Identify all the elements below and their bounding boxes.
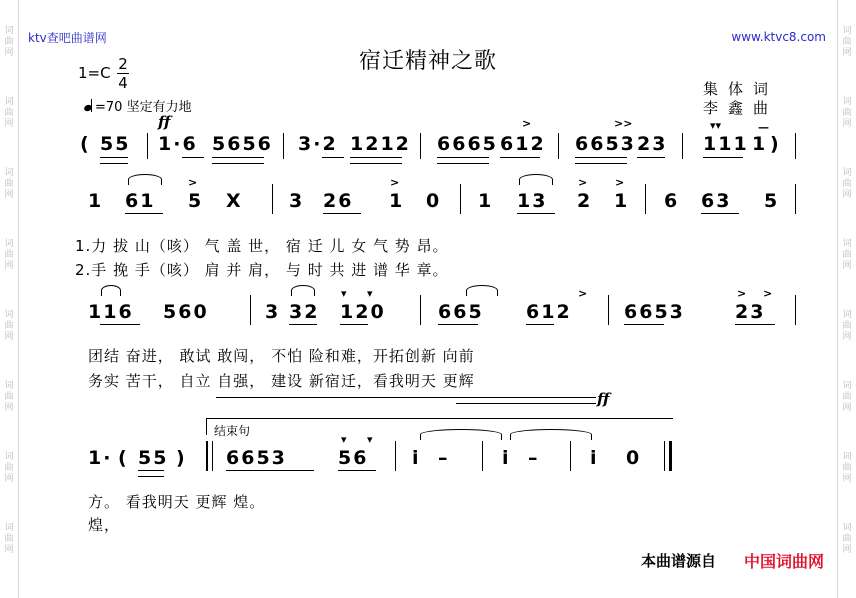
watermark-char: 曲 [842, 321, 852, 331]
note-group: 23 [637, 133, 668, 155]
underline [340, 324, 368, 326]
barline [482, 441, 483, 471]
accent-mark: ▾▾ [710, 119, 722, 132]
note-group: 1212 [350, 133, 411, 155]
lyricist: 集体词 [702, 80, 778, 98]
barline [212, 441, 213, 471]
slur [128, 174, 162, 185]
note-group: ) [770, 133, 781, 155]
note-group: 13 [517, 190, 548, 212]
note-group: 111 [703, 133, 749, 155]
lyrics-verse-2: 2.手 挽 手（咳） 肩 并 肩， 与 时 共 进 谱 华 章。 [75, 261, 449, 279]
underline [338, 470, 376, 472]
note-group: 6653 [575, 133, 636, 155]
watermark-char: 曲 [4, 463, 14, 473]
accent-mark: — [758, 121, 769, 134]
watermark-char: 网 [842, 190, 852, 200]
note-group: 6653 [226, 447, 287, 469]
underline [526, 324, 554, 326]
watermark-char: 词 [4, 310, 14, 320]
barline [395, 441, 396, 471]
barline [570, 441, 571, 471]
time-signature [117, 56, 129, 91]
time-bottom: 4 [118, 74, 128, 92]
accent-mark: > [737, 287, 747, 300]
watermark-char: 网 [842, 545, 852, 555]
underline [701, 213, 739, 215]
watermark-char: 词 [4, 381, 14, 391]
underline [624, 324, 664, 326]
watermark-char: 曲 [4, 321, 14, 331]
watermark-char: 词 [842, 310, 852, 320]
barline [795, 295, 796, 325]
watermark-char: 词 [842, 523, 852, 533]
accent-mark: > [578, 287, 588, 300]
watermark-char: 网 [842, 119, 852, 129]
barline [558, 133, 559, 159]
lyrics-verse-1: 1.力 拔 山（咳） 气 盖 世， 宿 迁 儿 女 气 势 昂。 [75, 237, 449, 255]
note-group: 1· [88, 447, 113, 469]
dynamic-ff: ff [597, 390, 610, 408]
barline [645, 184, 646, 214]
watermark-char: 曲 [4, 179, 14, 189]
note-group: 32 [289, 301, 320, 323]
note-group: 0 [426, 190, 442, 212]
barline [664, 441, 665, 471]
barline [272, 184, 273, 214]
time-top: 2 [118, 55, 128, 73]
note-group: 1 [389, 190, 405, 212]
slur [519, 174, 553, 185]
note-group: 5 [764, 190, 780, 212]
note-group: 612 [500, 133, 546, 155]
note-group: – [528, 447, 540, 469]
watermark-char: 网 [4, 474, 14, 484]
accent-mark: > [390, 176, 400, 189]
watermark-char: 网 [842, 261, 852, 271]
note-group: 55 [100, 133, 131, 155]
note-group: 55 [138, 447, 169, 469]
watermark-char: 网 [4, 403, 14, 413]
watermark-char: 网 [842, 48, 852, 58]
watermark-text [842, 26, 851, 594]
tie [510, 429, 592, 440]
note-group: ) [176, 447, 187, 469]
underline [322, 157, 344, 159]
dynamic-ff: ff [158, 113, 171, 131]
watermark-char: 曲 [4, 392, 14, 402]
underline [517, 213, 555, 215]
note-group: X [226, 190, 243, 212]
watermark-char: 词 [4, 239, 14, 249]
note-group: 560 [163, 301, 209, 323]
watermark-char: 曲 [4, 534, 14, 544]
note-group: 1 [752, 133, 768, 155]
note-group: 1 [478, 190, 494, 212]
site-label-right[interactable]: www.ktvc8.com [731, 30, 826, 44]
note-group: 6665 [437, 133, 498, 155]
final-barline [669, 441, 672, 471]
watermark-char: 词 [842, 168, 852, 178]
note-group: 612 [526, 301, 572, 323]
left-watermark-strip [0, 0, 19, 598]
note-group: 5656 [212, 133, 273, 155]
underline [438, 324, 478, 326]
watermark-char: 词 [4, 97, 14, 107]
watermark-char: 曲 [842, 108, 852, 118]
tie [420, 429, 502, 440]
barline [147, 133, 148, 159]
lyrics-line-3b: 务实 苦干， 自立 自强， 建设 新宿迁，看我明天 更辉 [88, 372, 475, 390]
note-group: 120 [340, 301, 386, 323]
note-group: ( [118, 447, 129, 469]
underline [323, 213, 361, 215]
underline [182, 157, 204, 159]
barline [608, 295, 609, 325]
site-label-left[interactable]: ktv查吧曲谱网 [28, 31, 107, 45]
note-group: 2 [577, 190, 593, 212]
watermark-char: 曲 [842, 37, 852, 47]
accent-mark: > [615, 176, 625, 189]
watermark-char: 网 [842, 403, 852, 413]
watermark-char: 网 [4, 190, 14, 200]
watermark-char: 词 [842, 239, 852, 249]
note-group: 3·2 [298, 133, 338, 155]
barline [682, 133, 683, 159]
note-group: 0 [626, 447, 642, 469]
underline [100, 324, 140, 326]
accent-mark: ▾ [367, 433, 373, 446]
underline [138, 470, 164, 477]
barline [206, 441, 208, 471]
watermark-char: 词 [4, 26, 14, 36]
crescendo-line [456, 403, 596, 404]
watermark-char: 词 [4, 168, 14, 178]
underline [212, 157, 264, 164]
note-group: 63 [701, 190, 732, 212]
accent-mark: > [522, 117, 532, 130]
accent-mark: > [763, 287, 773, 300]
note-group: 6653 [624, 301, 685, 323]
note-group: 3 [265, 301, 281, 323]
note-group: 1 [88, 190, 104, 212]
note-group: 1·6 [158, 133, 198, 155]
watermark-char: 网 [4, 119, 14, 129]
watermark-text [4, 26, 13, 594]
watermark-char: 曲 [842, 179, 852, 189]
accent-mark: ▾ [367, 287, 373, 300]
source-site-link[interactable]: 中国词曲网 [743, 552, 824, 571]
underline [703, 157, 743, 159]
barline [795, 133, 796, 159]
watermark-char: 曲 [4, 108, 14, 118]
watermark-char: 词 [842, 97, 852, 107]
right-watermark-strip [837, 0, 856, 598]
barline [420, 133, 421, 159]
barline [250, 295, 251, 325]
watermark-char: 曲 [842, 534, 852, 544]
slur [101, 285, 121, 296]
barline [460, 184, 461, 214]
key-signature: 1=C [78, 64, 111, 82]
slur [466, 285, 498, 296]
watermark-char: 网 [4, 48, 14, 58]
lyrics-line-3a: 团结 奋进， 敢试 敢闯， 不怕 险和难，开拓创新 向前 [88, 347, 475, 365]
note-group: 3 [289, 190, 305, 212]
underline [125, 213, 163, 215]
underline [100, 157, 128, 164]
accent-mark: ▾ [341, 287, 347, 300]
tempo-text: =70 坚定有力地 [95, 100, 192, 115]
note-group: 23 [735, 301, 766, 323]
underline [735, 324, 775, 326]
barline [795, 184, 796, 214]
underline [289, 324, 317, 326]
note-group: 5 [188, 190, 204, 212]
watermark-char: 曲 [4, 250, 14, 260]
watermark-char: 词 [842, 26, 852, 36]
watermark-char: 词 [4, 452, 14, 462]
underline [575, 157, 627, 164]
watermark-char: 曲 [4, 37, 14, 47]
accent-mark: >> [614, 117, 633, 130]
underline [437, 157, 489, 164]
watermark-char: 曲 [842, 463, 852, 473]
ending-label: 结束句 [214, 424, 251, 438]
underline [637, 157, 665, 159]
accent-mark: ▾ [341, 433, 347, 446]
note-group: i [412, 447, 421, 469]
watermark-char: 词 [842, 381, 852, 391]
underline [500, 157, 540, 159]
note-group: ( [80, 133, 91, 155]
tempo-marking [84, 96, 192, 115]
watermark-char: 网 [4, 261, 14, 271]
underline [226, 470, 314, 472]
watermark-char: 网 [842, 332, 852, 342]
lyrics-line-4b: 煌， [88, 516, 121, 534]
crescendo-line [216, 397, 596, 398]
note-group: i [502, 447, 511, 469]
barline [420, 295, 421, 325]
source-label: 本曲谱源自 [640, 552, 716, 570]
watermark-char: 曲 [842, 250, 852, 260]
note-group: – [438, 447, 450, 469]
accent-mark: > [578, 176, 588, 189]
lyrics-line-4a: 方。 看我明天 更辉 煌。 [88, 493, 266, 511]
note-group: 116 [88, 301, 134, 323]
watermark-char: 网 [842, 474, 852, 484]
slur [291, 285, 315, 296]
watermark-char: 网 [4, 545, 14, 555]
note-group: 665 [438, 301, 484, 323]
note-group: i [590, 447, 599, 469]
note-group: 6 [664, 190, 680, 212]
watermark-char: 曲 [842, 392, 852, 402]
watermark-char: 词 [842, 452, 852, 462]
note-group: 1 [614, 190, 630, 212]
underline [350, 157, 402, 164]
note-group: 26 [323, 190, 354, 212]
accent-mark: > [188, 176, 198, 189]
note-group: 61 [125, 190, 156, 212]
barline [283, 133, 284, 159]
note-group: 56 [338, 447, 369, 469]
watermark-char: 词 [4, 523, 14, 533]
composer: 李鑫曲 [702, 99, 778, 117]
watermark-char: 网 [4, 332, 14, 342]
song-title: 宿迁精神之歌 [358, 49, 497, 74]
